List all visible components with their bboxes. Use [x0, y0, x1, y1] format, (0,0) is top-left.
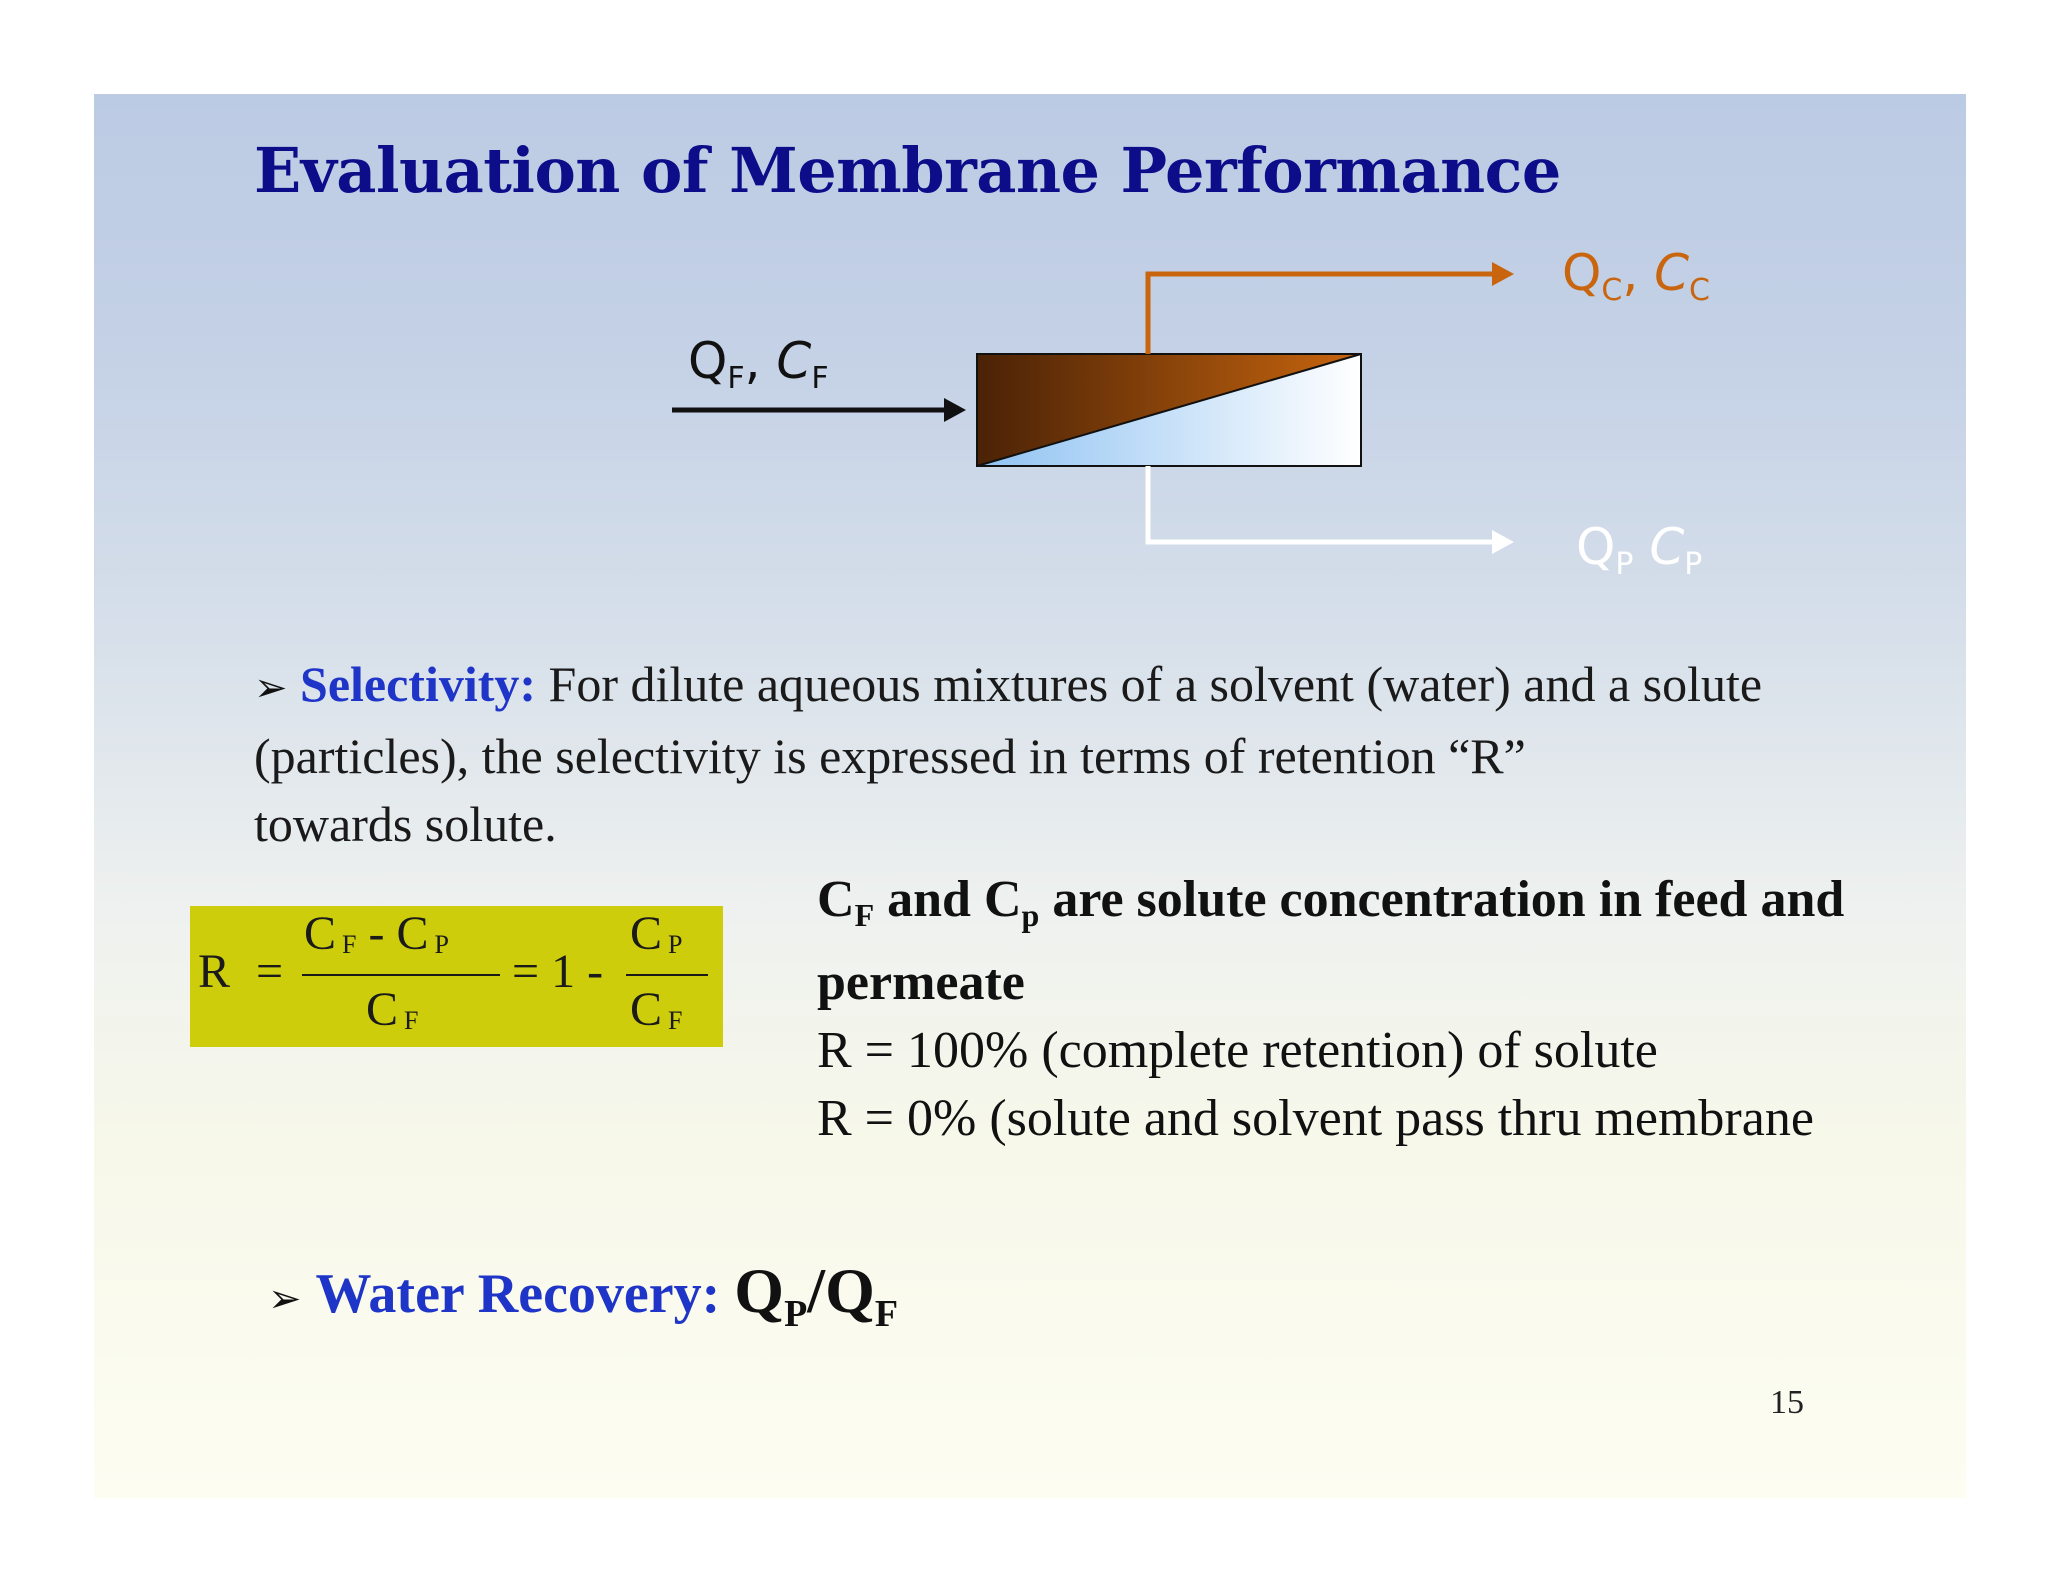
formula-lhs: R — [198, 945, 231, 998]
page-number: 15 — [1770, 1384, 1804, 1421]
fraction-bar — [302, 974, 500, 976]
selectivity-text-line2: towards solute. — [254, 796, 557, 852]
selectivity-paragraph — [254, 650, 1874, 858]
permeate-label: $Q_P$ $C_P$ — [1576, 518, 1703, 582]
concentration-definition: $C_F$ and $C_p$ are solute concentration in feed and permeate — [817, 871, 1845, 1011]
water-recovery-formula: $Q_P/Q_F$ — [734, 1255, 899, 1335]
slide-title: Evaluation of Membrane Performance — [254, 134, 1561, 207]
retention-formula — [190, 906, 723, 1047]
formula-equals: = — [256, 945, 284, 998]
selectivity-text: For dilute aqueous mixtures of a solvent (water) and a solute (particles), the selectivity is expressed in terms of retention “R” — [254, 656, 1763, 784]
formula-one-minus: = 1 - — [512, 945, 604, 998]
feed-label: $Q_F$, $C_F$ — [688, 332, 829, 396]
retention-100-line: R = 100% (complete retention) of solute — [817, 1022, 1658, 1079]
concentrate-label: $Q_C$, $C_C$ — [1562, 244, 1710, 308]
slide — [94, 94, 1966, 1498]
water-recovery-heading: Water Recovery: — [315, 1263, 721, 1325]
retention-notes — [817, 866, 1957, 1153]
formula-denominator: C $_F$ — [366, 983, 419, 1036]
concentrate-arrow — [1148, 274, 1494, 354]
retention-0-line: R = 0% (solute and solvent pass thru membrane — [817, 1090, 1814, 1147]
formula-frac2-numerator: C $_P$ — [630, 907, 683, 960]
formula-numerator: C $_F$ - C $_P$ — [304, 907, 449, 960]
permeate-arrow — [1148, 466, 1494, 542]
concentrate-arrowhead — [1492, 262, 1514, 286]
fraction-bar-2 — [626, 974, 708, 976]
formula-frac2-denominator: C $_F$ — [630, 983, 683, 1036]
permeate-arrowhead — [1492, 530, 1514, 554]
water-recovery — [268, 1254, 898, 1336]
selectivity-heading: Selectivity: — [300, 656, 537, 712]
bullet-icon: ➢ — [268, 1276, 302, 1322]
feed-arrowhead — [944, 398, 966, 422]
bullet-icon: ➢ — [254, 665, 288, 711]
